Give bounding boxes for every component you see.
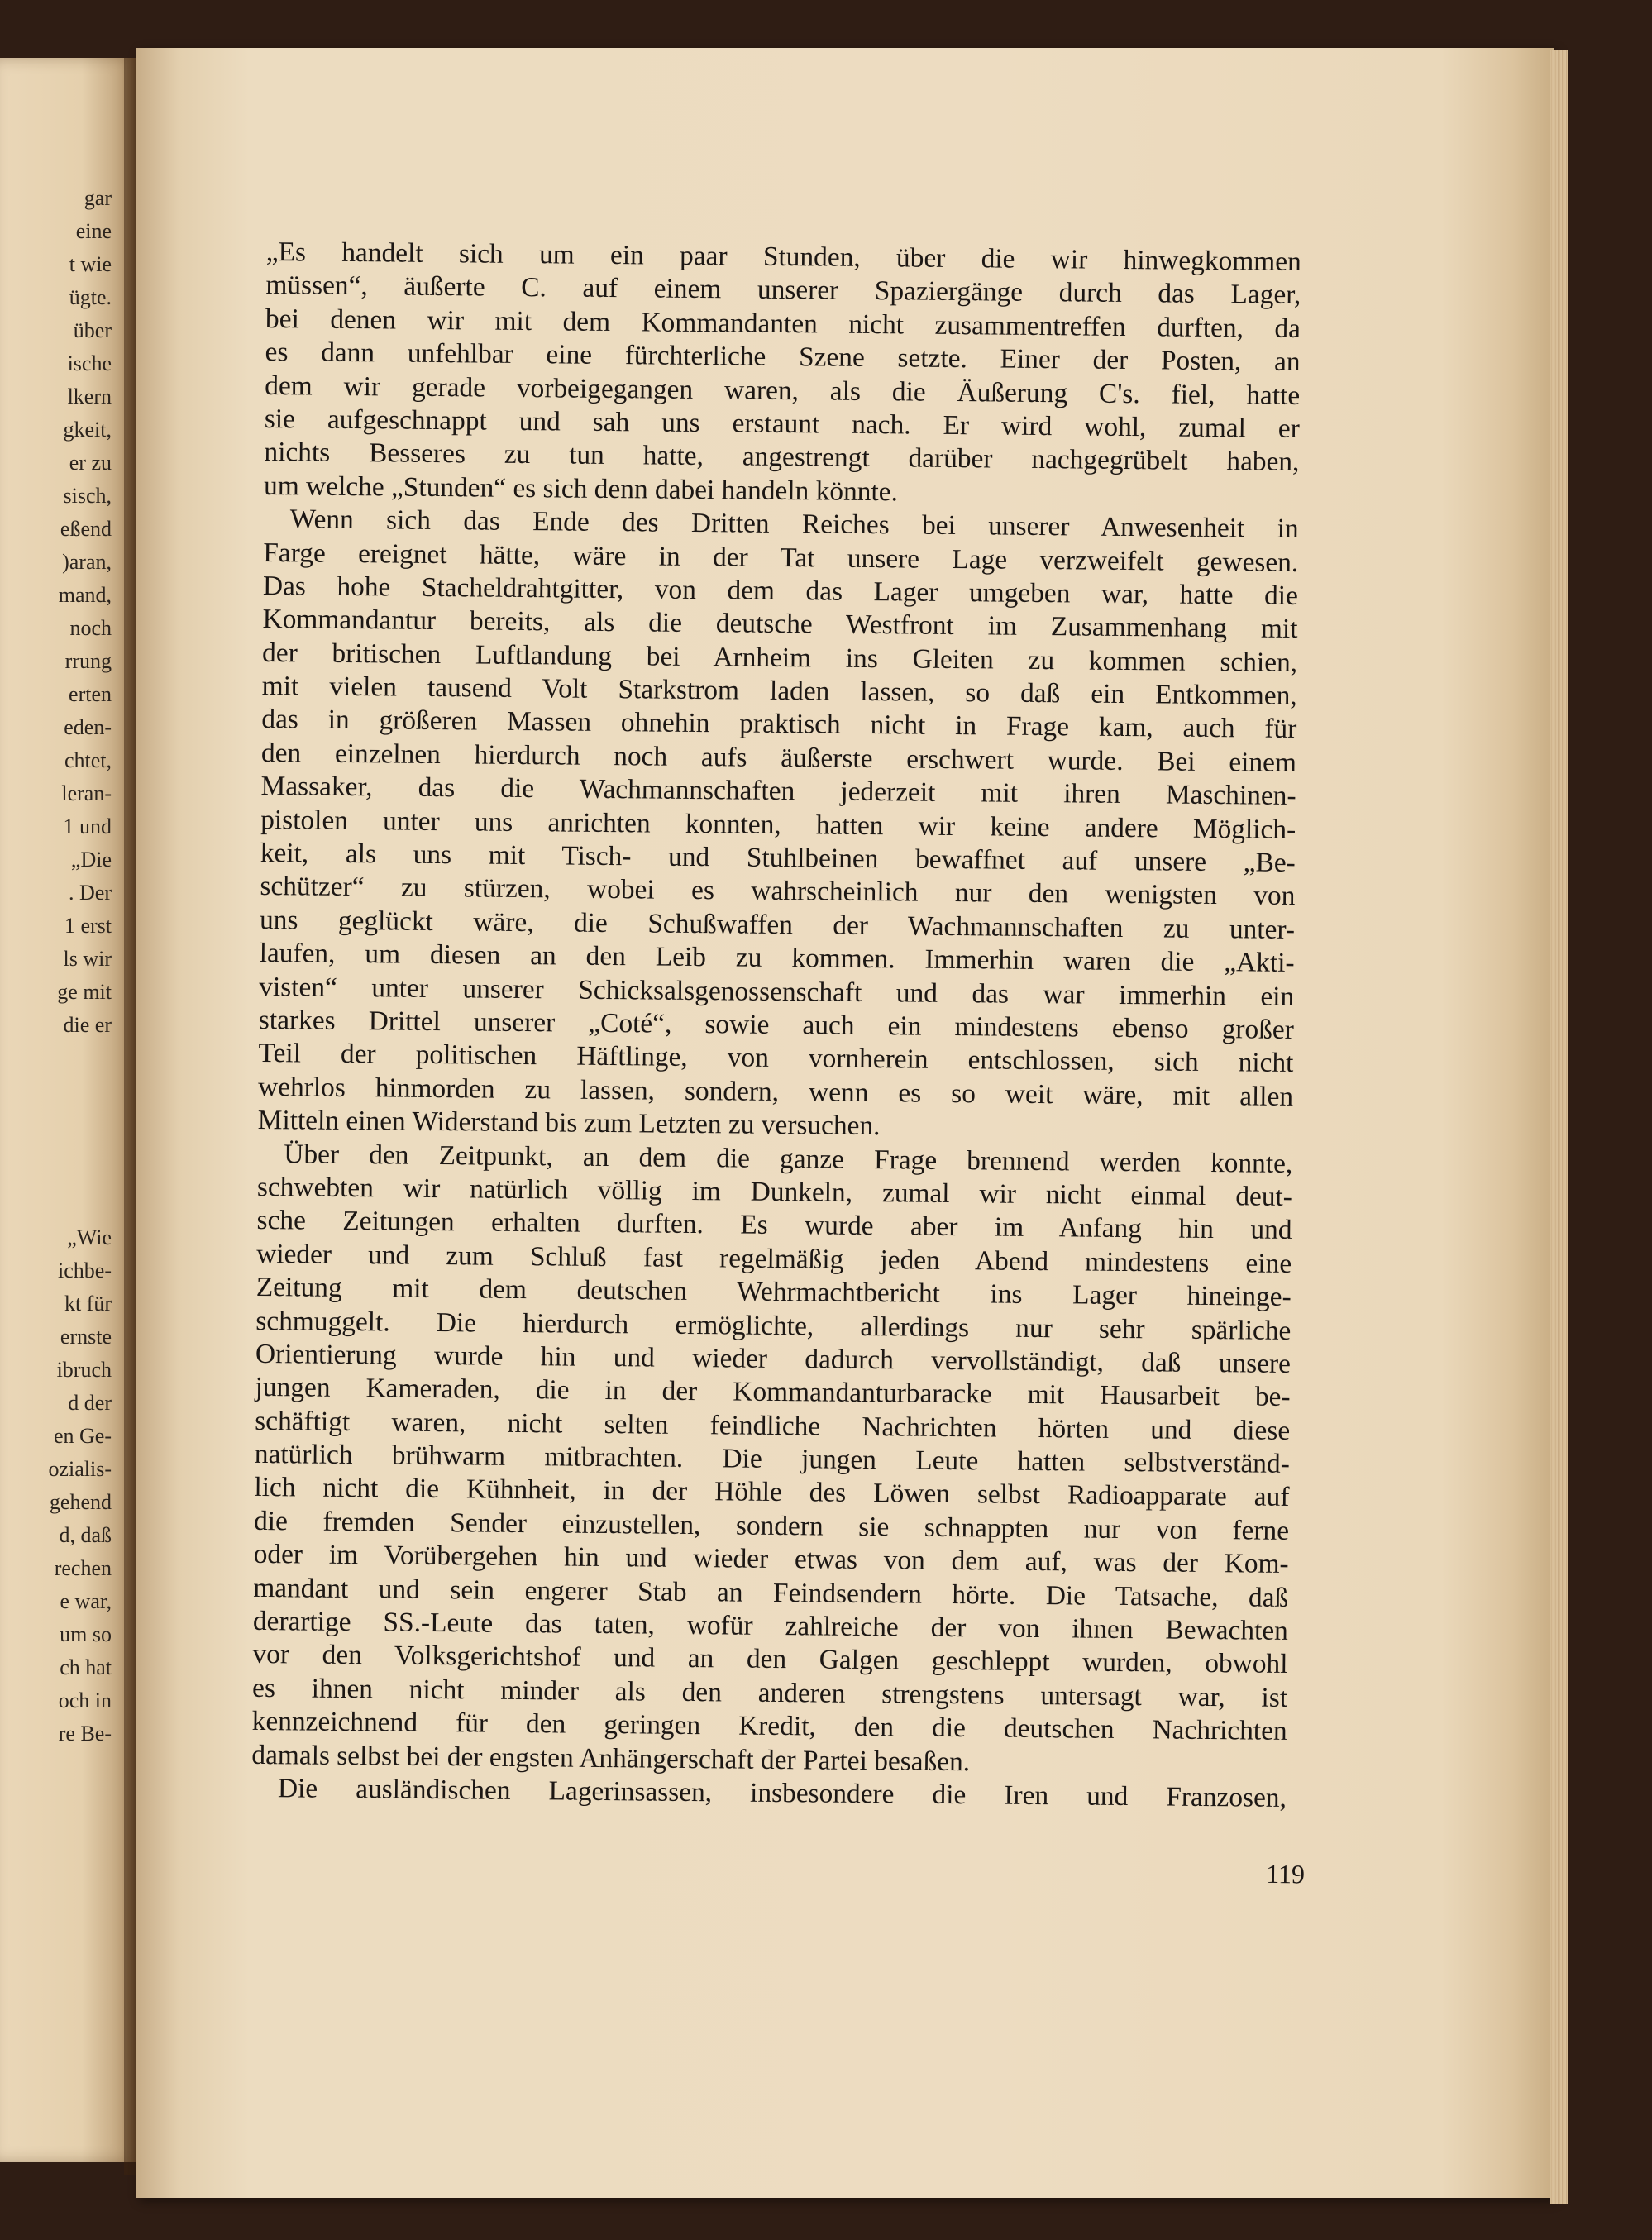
left-page-fragment: die er bbox=[63, 1013, 112, 1037]
text-line: oder im Vorübergehen hin und wieder etwas von dem auf, was der Kom- bbox=[253, 1539, 1289, 1580]
left-page-fragment: gkeit, bbox=[63, 418, 112, 442]
text-line: jungen Kameraden, die in der Kommandanturbaracke mit Hausarbeit be- bbox=[255, 1372, 1291, 1413]
left-page-fragment: re Be- bbox=[58, 1722, 112, 1746]
left-page-fragment: ls wir bbox=[63, 947, 112, 971]
text-line: wehrlos hinmorden zu lassen, sondern, wenn es so weit wäre, mit allen bbox=[257, 1071, 1294, 1112]
text-line: schwebten wir natürlich völlig im Dunkeln, zumal wir nicht einmal deut- bbox=[256, 1171, 1293, 1212]
left-page-fragment: 1 und bbox=[63, 814, 112, 838]
text-line: visten“ unter unserer Schicksalsgenossenschaft und das war immerhin ein bbox=[259, 971, 1295, 1012]
left-page-fragment: en Ge- bbox=[53, 1424, 112, 1448]
left-page-fragment: ügte. bbox=[69, 285, 112, 309]
page-number: 119 bbox=[1266, 1858, 1306, 1889]
text-line: uns geglückt wäre, die Schußwaffen der Wachmannschaften zu unter- bbox=[259, 904, 1296, 945]
left-page-fragment: ibruch bbox=[56, 1358, 112, 1382]
text-line: Kommandantur bereits, als die deutsche Westfront im Zusammenhang mit bbox=[262, 604, 1298, 645]
text-line: „Es handelt sich um ein paar Stunden, über die wir hinwegkommen bbox=[265, 236, 1301, 278]
left-page-fragment: eden- bbox=[64, 715, 112, 739]
text-line: mit vielen tausend Volt Starkstrom laden lassen, so daß ein Entkommen, bbox=[261, 671, 1297, 712]
left-page-fragment: 1 erst bbox=[64, 914, 112, 938]
text-line: es dann unfehlbar eine fürchterliche Szene setzte. Einer der Posten, an bbox=[265, 337, 1301, 378]
left-page-fragment: rechen bbox=[54, 1556, 112, 1580]
left-page bbox=[0, 58, 136, 2162]
text-line: den einzelnen hierdurch noch aufs äußerste erschwert wurde. Bei einem bbox=[260, 737, 1297, 778]
left-page-fragment: über bbox=[73, 318, 112, 342]
text-line: nichts Besseres zu tun hatte, angestrengt darüber nachgegrübelt haben, bbox=[264, 437, 1300, 478]
text-line: keit, als uns mit Tisch- und Stuhlbeinen bewaffnet auf unsere „Be- bbox=[260, 837, 1296, 879]
left-page-fragment: chtet, bbox=[64, 748, 112, 772]
left-page-fragment: „Die bbox=[70, 848, 112, 872]
text-line: bei denen wir mit dem Kommandanten nicht zusammentreffen durften, da bbox=[265, 303, 1301, 344]
left-page-fragment: e war, bbox=[60, 1589, 112, 1613]
left-page-fragment: d, daß bbox=[59, 1523, 112, 1547]
text-line: vor den Volksgerichtshof und an den Galgen geschleppt wurden, obwohl bbox=[252, 1639, 1288, 1680]
text-line: Wenn sich das Ende des Dritten Reiches bei unserer Anwesenheit in bbox=[289, 504, 1299, 545]
left-page-fragment: ge mit bbox=[57, 980, 112, 1004]
text-line: sche Zeitungen erhalten durften. Es wurde aber im Anfang hin und bbox=[256, 1205, 1292, 1246]
page-edges bbox=[1550, 50, 1568, 2204]
left-page-fragment: d der bbox=[68, 1391, 112, 1415]
text-line: wieder und zum Schluß fast regelmäßig jeden Abend mindestens eine bbox=[256, 1238, 1292, 1279]
left-page-fragment: ch hat bbox=[60, 1655, 112, 1679]
left-page-fragment: „Wie bbox=[67, 1225, 112, 1249]
text-line: Zeitung mit dem deutschen Wehrmachtbericht ins Lager hineinge- bbox=[255, 1272, 1292, 1313]
text-line: Massaker, das die Wachmannschaften jederzeit mit ihren Maschinen- bbox=[260, 771, 1296, 812]
left-page-fragment: ernste bbox=[60, 1325, 112, 1349]
text-line: um welche „Stunden“ es sich denn dabei handeln könnte. bbox=[263, 470, 899, 508]
left-page-fragment: eßend bbox=[60, 517, 112, 541]
text-line: müssen“, äußerte C. auf einem unserer Spaziergänge durch das Lager, bbox=[265, 270, 1301, 311]
left-page-fragment: lkern bbox=[67, 384, 112, 408]
left-page-fragment: t wie bbox=[69, 252, 112, 276]
text-line: Über den Zeitpunkt, an dem die ganze Frage brennend werden konnte, bbox=[284, 1138, 1293, 1179]
text-line: die fremden Sender einzustellen, sondern sie schnappten nur von ferne bbox=[253, 1505, 1290, 1546]
text-line: mandant und sein engerer Stab an Feindsendern hörte. Die Tatsache, daß bbox=[253, 1572, 1289, 1613]
text-line: schmuggelt. Die hierdurch ermöglichte, allerdings nur sehr spärliche bbox=[255, 1305, 1292, 1346]
text-line: Das hohe Stacheldrahtgitter, von dem das Lager umgeben war, hatte die bbox=[262, 570, 1299, 611]
left-page-fragment: rrung bbox=[64, 649, 112, 673]
left-page-fragment: erten bbox=[69, 682, 112, 706]
text-line: Mitteln einen Widerstand bis zum Letzten zu versuchen. bbox=[257, 1105, 881, 1142]
text-line: starkes Drittel unserer „Coté“, sowie auch ein mindestens ebenso großer bbox=[258, 1004, 1295, 1045]
left-page-fragment: um so bbox=[60, 1622, 112, 1646]
text-line: Die ausländischen Lagerinsassen, insbesondere die Iren und Franzosen, bbox=[277, 1773, 1287, 1813]
left-page-fragment: kt für bbox=[64, 1292, 112, 1316]
left-page-fragment: ichbe- bbox=[58, 1259, 112, 1282]
left-page-fragment: )aran, bbox=[62, 550, 112, 574]
text-line: Farge ereignet hätte, wäre in der Tat unsere Lage verzweifelt gewesen. bbox=[263, 537, 1299, 578]
text-line: Teil der politischen Häftlinge, von vornherein entschlossen, sich nicht bbox=[258, 1038, 1294, 1079]
text-line: natürlich brühwarm mitbrachten. Die jungen Leute hatten selbstverständ- bbox=[254, 1438, 1290, 1480]
left-page-fragment: . Der bbox=[69, 881, 112, 905]
left-page-fragment: noch bbox=[69, 616, 112, 640]
left-page-fragment: ische bbox=[67, 351, 112, 375]
text-line: kennzeichnend für den geringen Kredit, den die deutschen Nachrichten bbox=[251, 1706, 1287, 1747]
left-page-fragment: eine bbox=[75, 219, 112, 243]
text-line: schützer“ zu stürzen, wobei es wahrscheinlich nur den wenigsten von bbox=[260, 871, 1296, 912]
text-line: schäftigt waren, nicht selten feindliche Nachrichten hörten und diese bbox=[255, 1405, 1291, 1446]
text-line: laufen, um diesen an den Leib zu kommen. Immerhin waren die „Akti- bbox=[259, 938, 1295, 979]
left-page-fragment: mand, bbox=[58, 583, 112, 607]
left-page-fragment: och in bbox=[58, 1688, 112, 1712]
text-line: der britischen Luftlandung bei Arnheim ins Gleiten zu kommen schien, bbox=[261, 637, 1298, 678]
text-line: derartige SS.-Leute das taten, wofür zahlreiche der von ihnen Bewachten bbox=[252, 1605, 1289, 1646]
text-line: lich nicht die Kühnheit, in der Höhle des Löwen selbst Radioapparate auf bbox=[254, 1472, 1290, 1513]
text-line: pistolen unter uns anrichten konnten, hatten wir keine andere Möglich- bbox=[260, 804, 1296, 845]
left-page-fragment: leran- bbox=[61, 781, 112, 805]
text-line: es ihnen nicht minder als den anderen strengstens untersagt war, ist bbox=[251, 1672, 1288, 1713]
left-page-fragment: ozialis- bbox=[48, 1457, 112, 1481]
left-page-fragment: er zu bbox=[69, 451, 112, 475]
left-page-fragment: gehend bbox=[49, 1490, 112, 1514]
text-line: das in größeren Massen ohnehin praktisch nicht in Frage kam, auch für bbox=[261, 704, 1297, 745]
left-page-fragment: sisch, bbox=[63, 484, 112, 508]
text-line: dem wir gerade vorbeigegangen waren, als die Äußerung C's. fiel, hatte bbox=[265, 370, 1301, 411]
text-line: damals selbst bei der engsten Anhängerschaft der Partei besaßen. bbox=[251, 1739, 971, 1777]
text-line: sie aufgeschnappt und sah uns erstaunt nach. Er wird wohl, zumal er bbox=[264, 403, 1300, 444]
left-page-fragment: gar bbox=[84, 186, 112, 210]
main-text-block bbox=[251, 236, 1301, 1815]
text-line: Orientierung wurde hin und wieder dadurch vervollständigt, daß unsere bbox=[255, 1338, 1292, 1379]
